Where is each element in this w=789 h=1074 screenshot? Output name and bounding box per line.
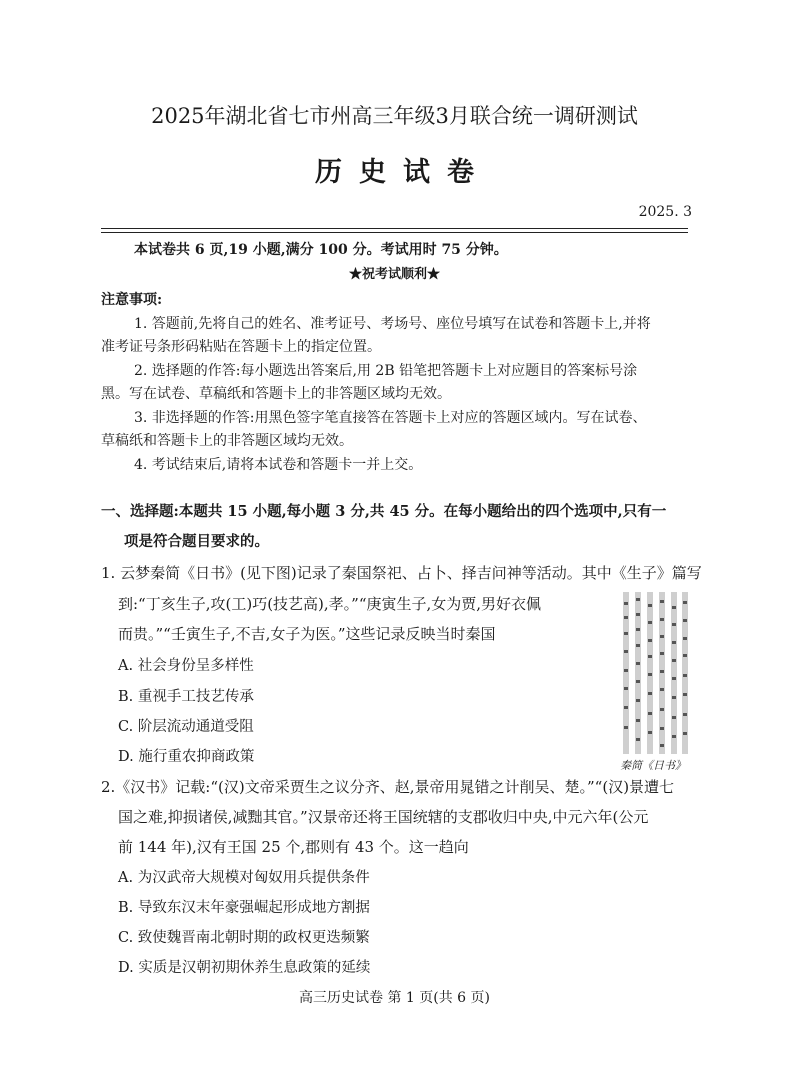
question-1-option-d: D. 施行重农抑商政策 [118, 749, 255, 765]
question-1-option-c: C. 阶层流动通道受阻 [118, 719, 254, 735]
page-footer: 高三历史试卷 第 1 页(共 6 页) [299, 990, 490, 1006]
exam-title: 2025年湖北省七市州高三年级3月联合统一调研测试 [151, 104, 638, 128]
question-2-option-d: D. 实质是汉朝初期休养生息政策的延续 [118, 960, 371, 976]
exam-summary: 本试卷共 6 页,19 小题,满分 100 分。考试用时 75 分钟。 [134, 242, 508, 258]
question-2-text: 国之难,抑损诸侯,减黜其官。”汉景帝还将王国统辖的支郡收归中央,中元六年(公元 [118, 808, 649, 826]
question-2-option-b: B. 导致东汉末年豪强崛起形成地方割据 [118, 900, 370, 916]
note-line: 黑。写在试卷、草稿纸和答题卡上的非答题区域均无效。 [101, 386, 451, 402]
section-heading-cont: 项是符合题目要求的。 [124, 533, 269, 550]
subject-heading: 历史试卷 [315, 157, 491, 188]
question-2-option-a: A. 为汉武帝大规模对匈奴用兵提供条件 [118, 870, 370, 886]
exam-date: 2025. 3 [638, 204, 692, 220]
question-2-option-c: C. 致使魏晋南北朝时期的政权更迭频繁 [118, 930, 370, 946]
note-line: 2. 选择题的作答:每小题选出答案后,用 2B 铅笔把答题卡上对应题目的答案标号涂 [134, 363, 638, 379]
question-1-option-b: B. 重视手工技艺传承 [118, 689, 254, 705]
question-1-option-a: A. 社会身份呈多样性 [118, 658, 254, 674]
notes-heading: 注意事项: [101, 292, 163, 308]
image-caption: 秦简《日书》 [620, 759, 686, 772]
note-line: 3. 非选择题的作答:用黑色签字笔直接答在答题卡上对应的答题区域内。写在试卷、 [134, 410, 647, 426]
question-2-text: 前 144 年),汉有王国 25 个,郡则有 43 个。这一趋向 [118, 838, 469, 856]
question-2-text: 2.《汉书》记载:“(汉)文帝采贾生之议分齐、赵,景帝用晁错之计削吴、楚。”“(汉)景遭七 [101, 778, 675, 796]
question-1-text: 到:“丁亥生子,攻(工)巧(技艺高),孝。”“庚寅生子,女为贾,男好衣佩 [118, 595, 542, 613]
section-heading: 一、选择题:本题共 15 小题,每小题 3 分,共 45 分。在每小题给出的四个选项中,只有一 [101, 503, 667, 520]
note-line: 草稿纸和答题卡上的非答题区域均无效。 [101, 433, 353, 449]
question-1-text: 而贵。”“壬寅生子,不吉,女子为医。”这些记录反映当时秦国 [118, 625, 496, 643]
note-line: 1. 答题前,先将自己的姓名、准考证号、考场号、座位号填写在试卷和答题卡上,并将 [134, 316, 651, 332]
note-line: 准考证号条形码粘贴在答题卡上的指定位置。 [101, 339, 381, 355]
header-rule-thick [101, 228, 688, 229]
question-1-text: 1. 云梦秦简《日书》(见下图)记录了秦国祭祀、占卜、择吉问神等活动。其中《生子》篇写 [101, 564, 702, 582]
good-luck-wish: ★祝考试顺利★ [348, 267, 440, 282]
bamboo-slips-image [620, 592, 688, 754]
note-line: 4. 考试结束后,请将本试卷和答题卡一并上交。 [134, 457, 423, 473]
header-rule-thin [101, 232, 688, 233]
